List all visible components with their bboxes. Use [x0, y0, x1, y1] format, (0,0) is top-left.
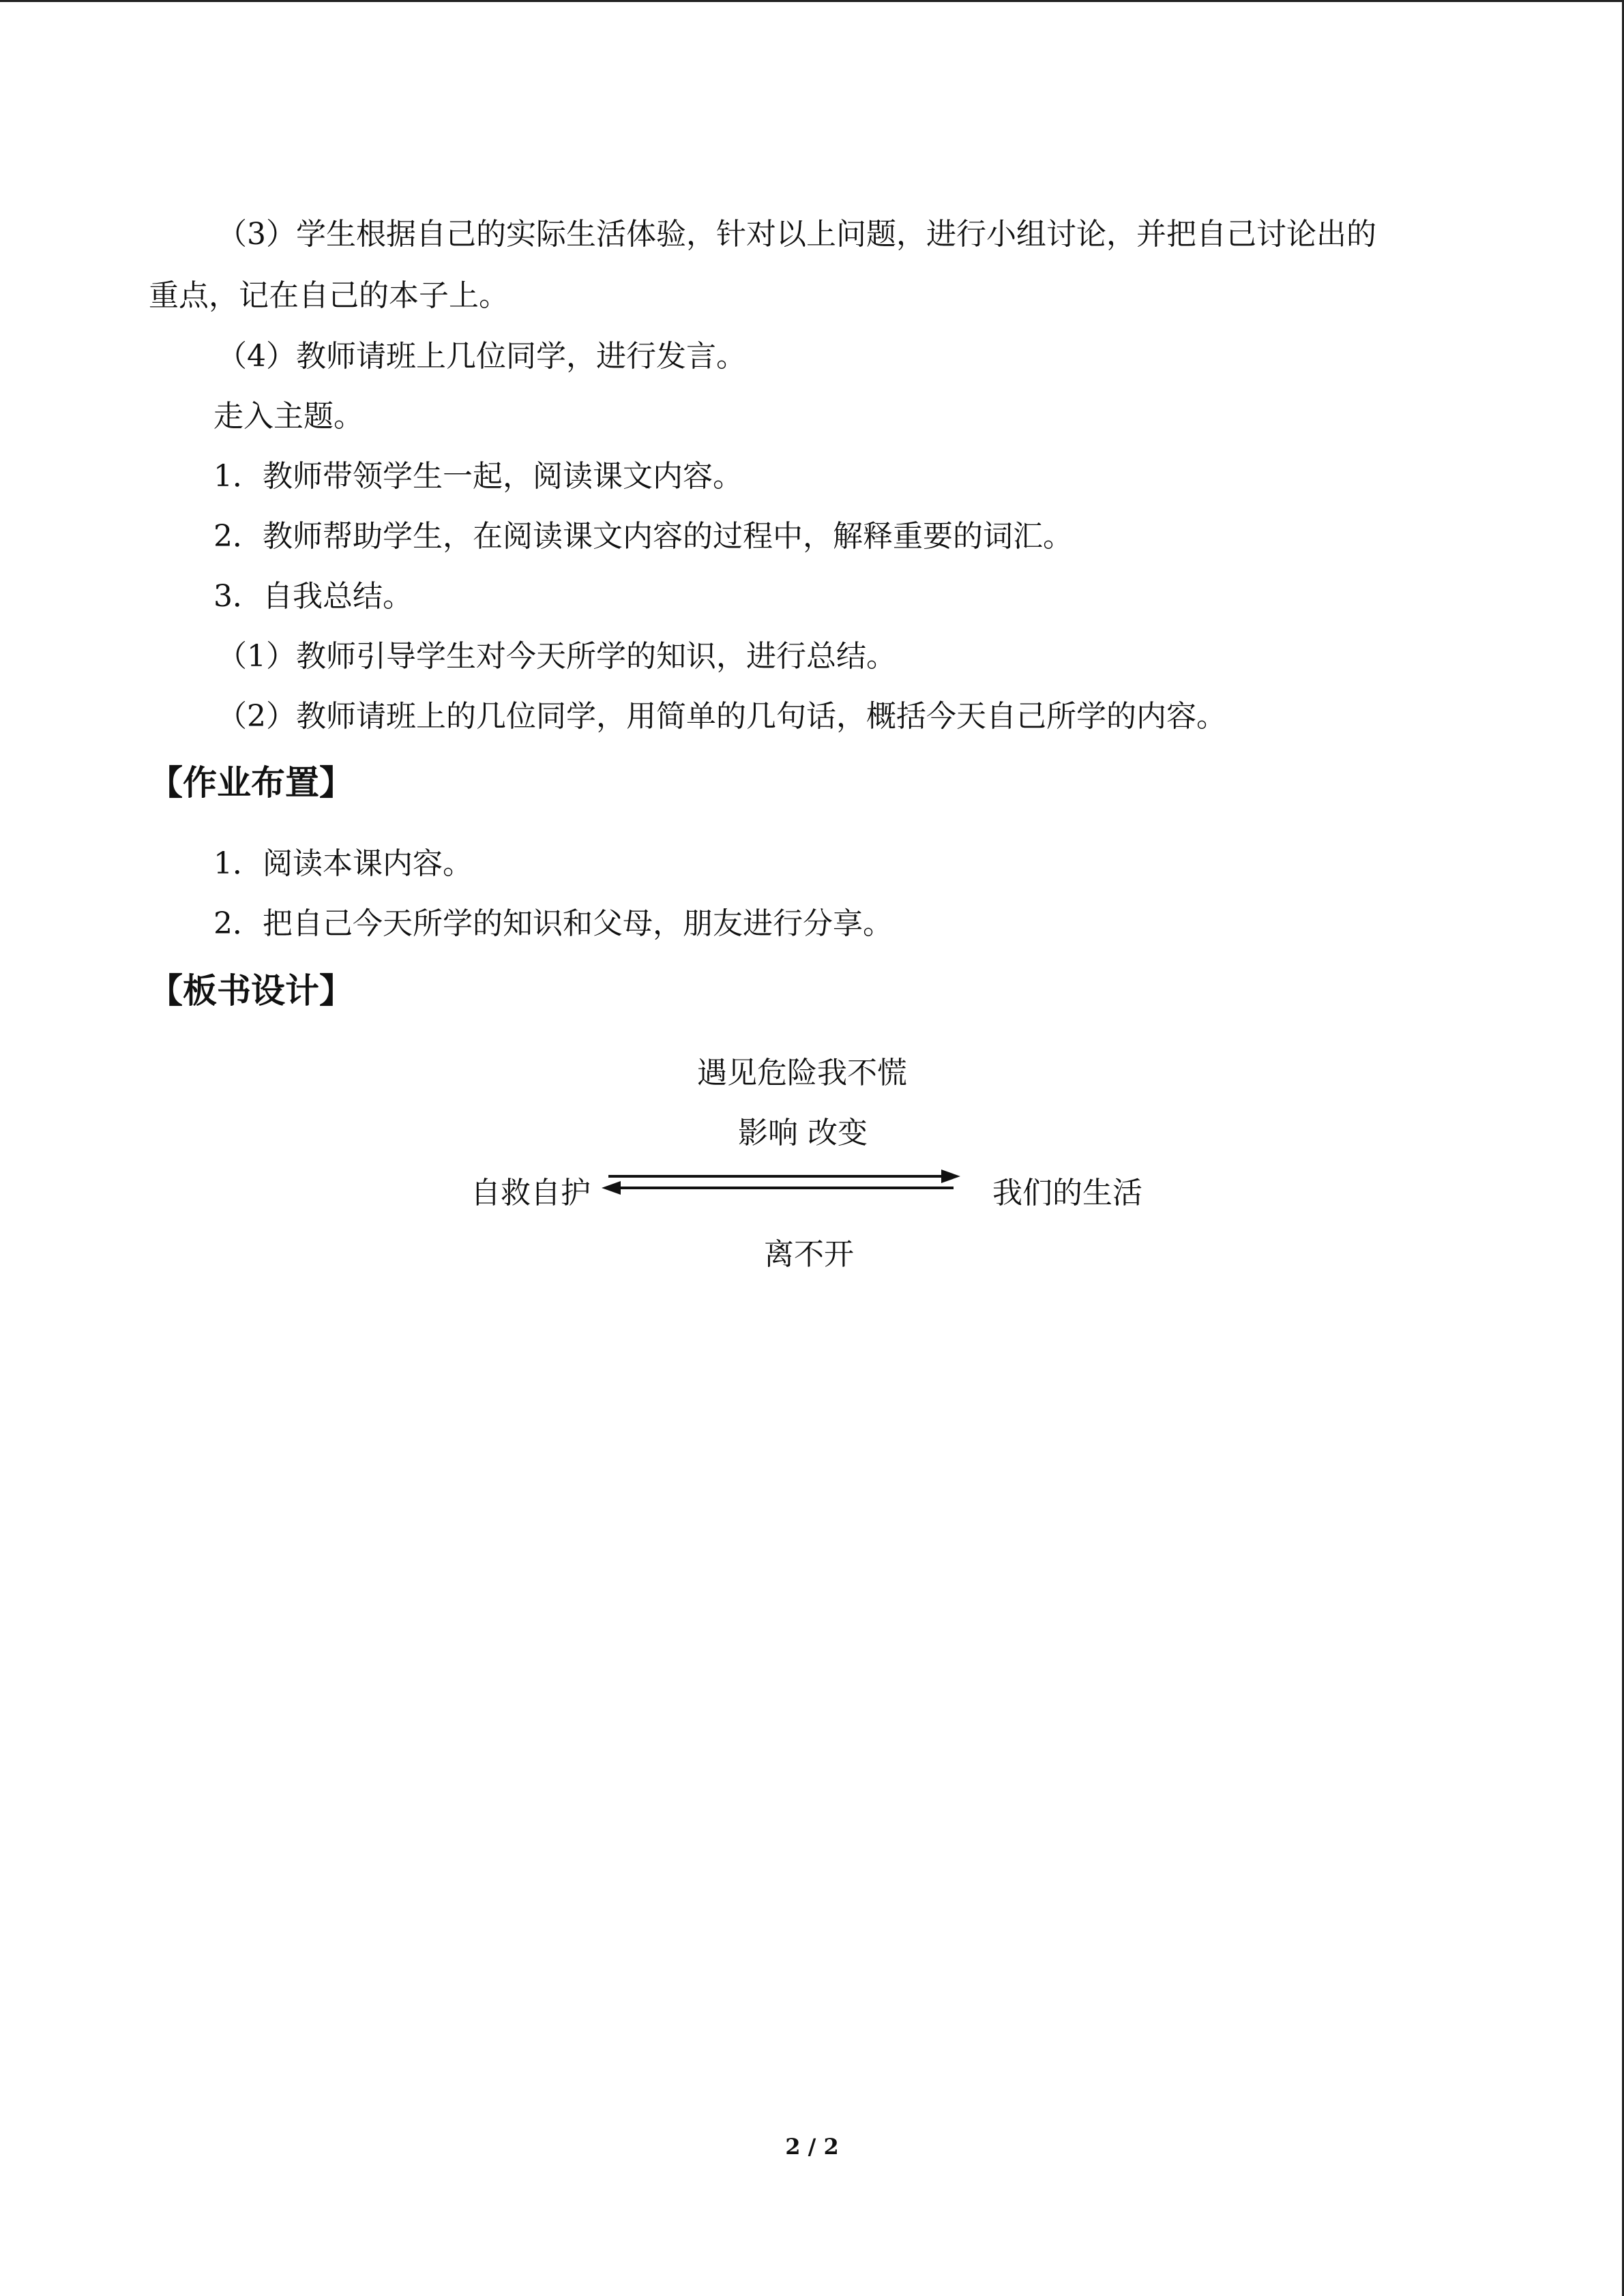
homework-heading: 【作业布置】: [149, 763, 353, 803]
paragraph-3-line-1: （3）学生根据自己的实际生活体验，针对以上问题，进行小组讨论，并把自己讨论出的: [217, 217, 1376, 252]
board-top-label: 影响 改变: [738, 1116, 868, 1150]
sub-item-2: （2）教师请班上的几位同学，用简单的几句话，概括今天自己所学的内容。: [217, 699, 1226, 734]
left-arrow: [602, 1181, 954, 1195]
double-arrow-diagram: [600, 1163, 962, 1204]
list-item-3: 3．自我总结。: [213, 579, 413, 614]
enter-topic: 走入主题。: [213, 399, 364, 434]
board-right-label: 我们的生活: [992, 1176, 1142, 1210]
board-heading: 【板书设计】: [149, 971, 353, 1011]
right-arrow: [608, 1169, 960, 1183]
homework-item-1: 1．阅读本课内容。: [213, 846, 473, 881]
list-item-1: 1．教师带领学生一起，阅读课文内容。: [213, 459, 743, 494]
page-number: 2 / 2: [785, 2134, 839, 2160]
paragraph-3-line-2: 重点，记在自己的本子上。: [149, 278, 509, 313]
paragraph-4: （4）教师请班上几位同学，进行发言。: [217, 339, 746, 374]
page-top-border: [0, 0, 1624, 2]
board-bottom-label: 离不开: [764, 1237, 854, 1272]
homework-item-2: 2．把自己今天所学的知识和父母，朋友进行分享。: [213, 906, 893, 941]
board-title: 遇见危险我不慌: [697, 1056, 907, 1090]
board-left-label: 自救自护: [471, 1176, 591, 1210]
sub-item-1: （1）教师引导学生对今天所学的知识，进行总结。: [217, 639, 896, 674]
list-item-2: 2．教师帮助学生，在阅读课文内容的过程中，解释重要的词汇。: [213, 519, 1073, 554]
